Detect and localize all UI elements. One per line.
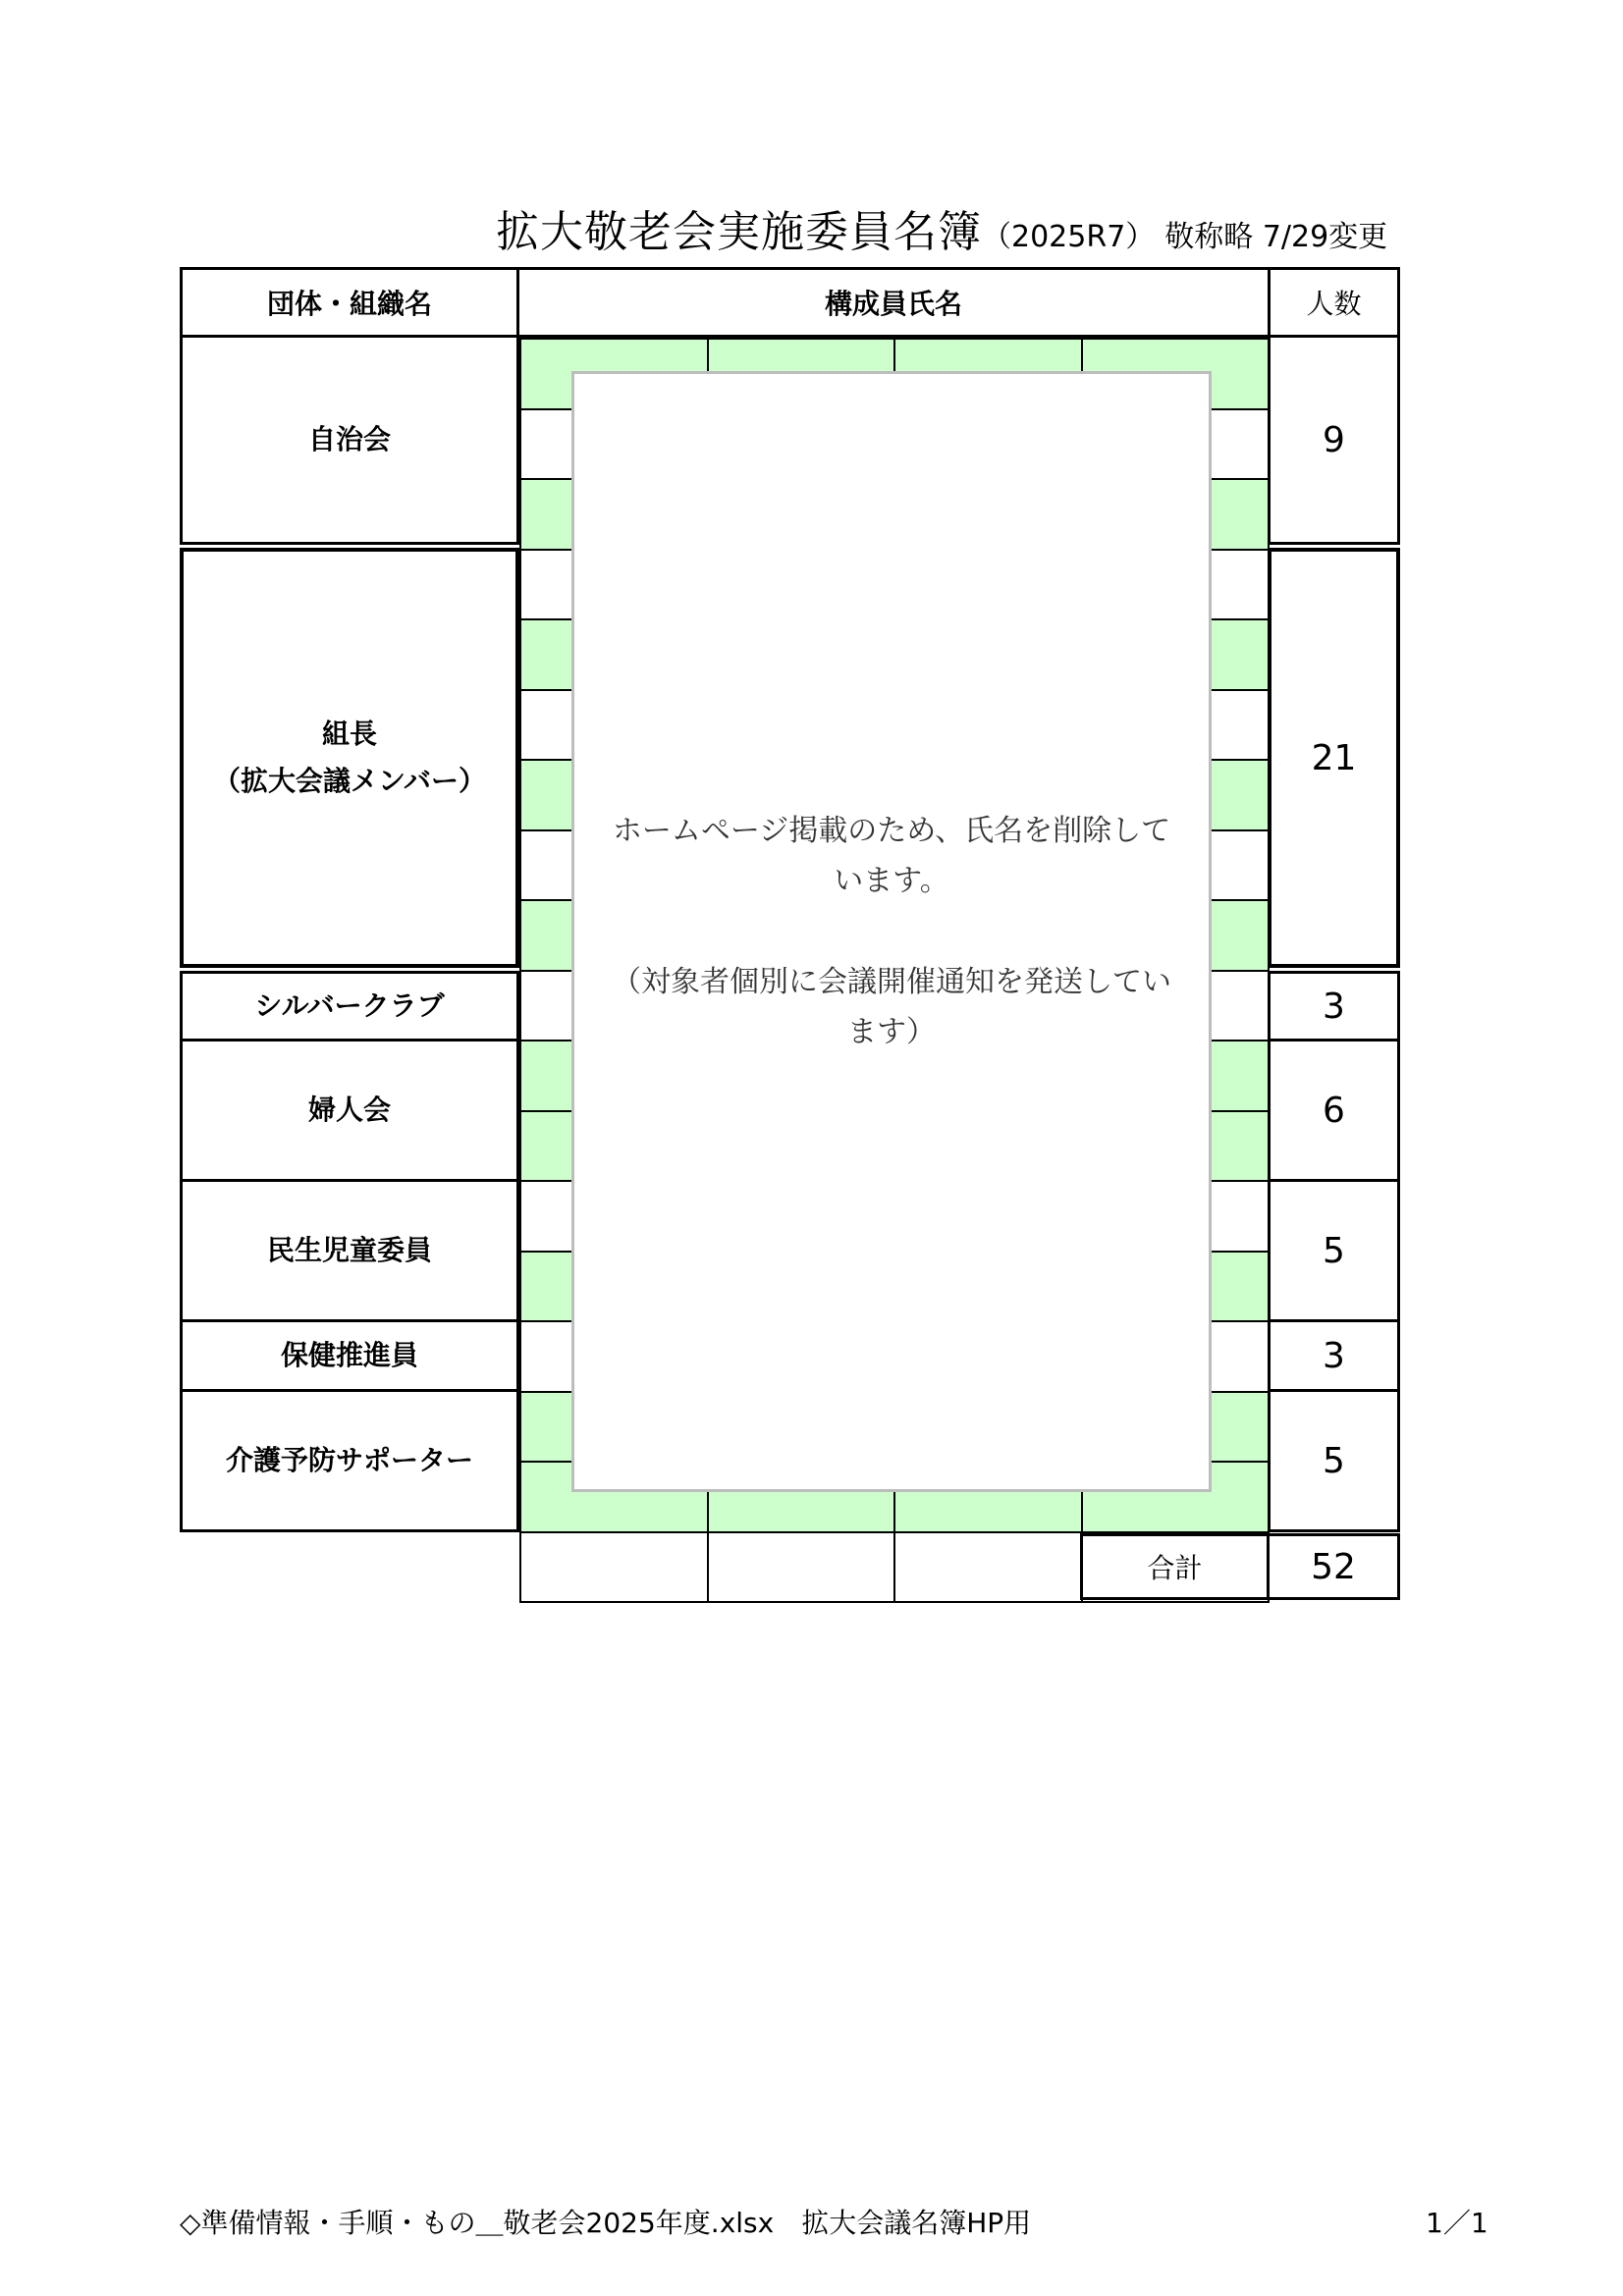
org-cell-hoken: 保健推進員 xyxy=(180,1319,519,1392)
org-cell-kaigo: 介護予防サポーター xyxy=(180,1389,519,1532)
count-cell-hoken: 3 xyxy=(1268,1319,1400,1392)
name-cell xyxy=(707,1531,896,1604)
total-value-cell: 52 xyxy=(1267,1533,1400,1600)
title-note: 敬称略 7/29変更 xyxy=(1164,220,1388,254)
title-year: （2025R7） xyxy=(982,220,1156,254)
name-cell xyxy=(519,1531,709,1604)
header-org: 団体・組織名 xyxy=(180,267,519,338)
total-label-cell: 合計 xyxy=(1080,1533,1270,1600)
org-cell-jichikai: 自治会 xyxy=(180,335,519,545)
document-title xyxy=(496,196,1387,259)
org-cell-silver-club: シルバークラブ xyxy=(180,971,519,1041)
count-cell-fujinkai: 6 xyxy=(1268,1039,1400,1182)
org-cell-minsei: 民生児童委員 xyxy=(180,1179,519,1322)
org-cell-kumicho: 組長 （拡大会議メンバー） xyxy=(180,548,519,968)
title-main: 拡大敬老会実施委員名簿 xyxy=(496,207,982,257)
notice-line-2: （対象者個別に会議開催通知を発送しています） xyxy=(612,965,1171,1049)
count-cell-silver-club: 3 xyxy=(1268,971,1400,1041)
notice-line-1: ホームページ掲載のため、氏名を削除しています。 xyxy=(612,814,1171,898)
count-cell-minsei: 5 xyxy=(1268,1179,1400,1322)
count-cell-jichikai: 9 xyxy=(1268,335,1400,545)
total-row xyxy=(1080,1533,1400,1600)
name-removed-notice xyxy=(571,371,1212,1492)
name-cell xyxy=(893,1531,1083,1604)
header-members: 構成員氏名 xyxy=(516,267,1271,338)
count-cell-kumicho: 21 xyxy=(1268,548,1400,968)
count-cell-kaigo: 5 xyxy=(1268,1389,1400,1532)
footer-page-number: 1／1 xyxy=(1426,2207,1488,2239)
header-count: 人数 xyxy=(1268,267,1400,338)
org-cell-fujinkai: 婦人会 xyxy=(180,1039,519,1182)
footer-filename: ◇準備情報・手順・もの＿敬老会2025年度.xlsx 拡大会議名簿HP用 xyxy=(180,2207,1032,2239)
